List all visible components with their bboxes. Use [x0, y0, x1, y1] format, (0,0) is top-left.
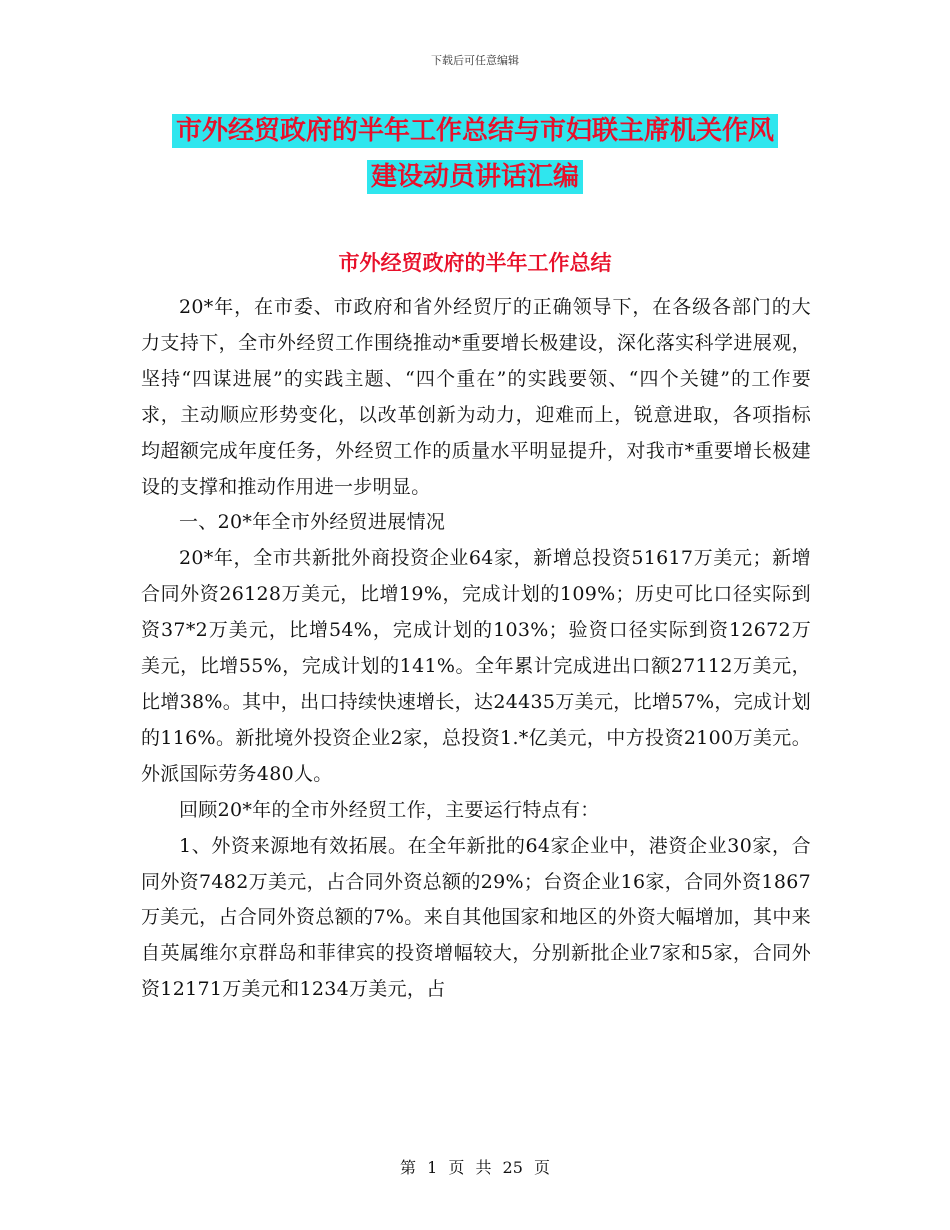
section-title: 市外经贸政府的半年工作总结	[338, 251, 612, 275]
paragraph-point-1: 1、外资来源地有效拓展。在全年新批的64家企业中，港资企业30家，合同外资7482万美元，占合同外资总额的29%；台资企业16家，合同外资1867万美元，占合同外资总额的7%。来自其他国家和地区的外资大幅增加，其中来自英属维尔京群岛和菲律宾的投资增幅较大，分别新批企业7家和5家，合同外资12171万美元和1234万美元，占	[141, 834, 811, 1001]
paragraph-heading-1: 一、20*年全市外经贸进展情况	[179, 511, 446, 534]
document-title-line-2: 建设动员讲话汇编	[367, 160, 583, 194]
document-title-line-1: 市外经贸政府的半年工作总结与市妇联主席机关作风	[172, 114, 778, 148]
body-text	[141, 290, 811, 1008]
header-note: 下载后可任意编辑	[431, 54, 519, 67]
document-title	[140, 108, 810, 200]
paragraph-intro: 20*年，在市委、市政府和省外经贸厅的正确领导下，在各级各部门的大力支持下，全市外经贸工作围绕推动*重要增长极建设，深化落实科学进展观，坚持“四谋进展”的实践主题、“四个重在”的实践要领、“四个关键”的工作要求，主动顺应形势变化，以改革创新为动力，迎难而上，锐意进取，各项指标均超额完成年度任务，外经贸工作的质量水平明显提升，对我市*重要增长极建设的支撑和推动作用进一步明显。	[141, 296, 811, 498]
page-footer: 第 1 页 共 25 页	[400, 1158, 550, 1177]
paragraph-review: 回顾20*年的全市外经贸工作，主要运行特点有：	[179, 798, 600, 821]
paragraph-statistics: 20*年，全市共新批外商投资企业64家，新增总投资51617万美元；新增合同外资26128万美元，比增19%，完成计划的109%；历史可比口径实际到资37*2万美元，比增54%，完成计划的103%；验资口径实际到资12672万美元，比增55%，完成计划的141%。全年累计完成进出口额27112万美元，比增38%。其中，出口持续快速增长，达24435万美元，比增57%，完成计划的116%。新批境外投资企业2家，总投资1.*亿美元，中方投资2100万美元。外派国际劳务480人。	[141, 547, 811, 785]
